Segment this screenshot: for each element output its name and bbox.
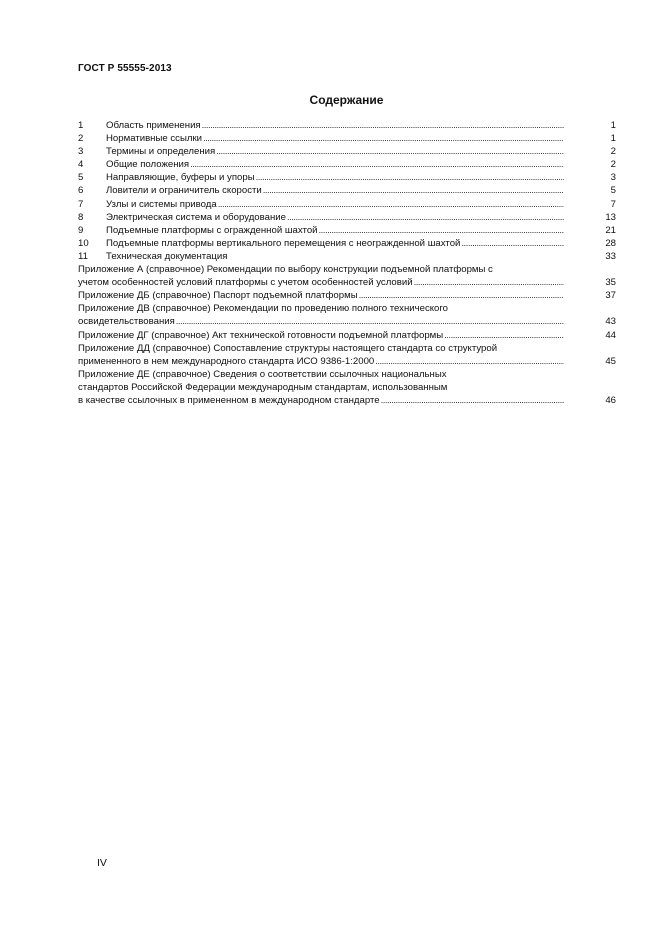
toc-appendix-a-line1[interactable] <box>78 263 616 276</box>
page-number: 46 <box>605 394 616 406</box>
toc-appendix-de-line3[interactable] <box>78 394 616 407</box>
section-number: 4 <box>78 159 84 171</box>
section-number: 8 <box>78 211 84 223</box>
section-number: 2 <box>78 133 84 145</box>
appendix-title-continued: стандартов Российской Федерации международным стандартам, использованным <box>78 381 448 393</box>
appendix-title: Приложение ДД (справочное) Сопоставление структуры настоящего стандарта со структурой <box>78 342 498 354</box>
table-of-contents <box>78 119 616 407</box>
appendix-title: Приложение ДГ (справочное) Акт технической готовности подъемной платформы <box>78 329 444 341</box>
dot-leader <box>256 171 564 184</box>
toc-entry-3[interactable] <box>78 145 616 158</box>
page-number: 35 <box>605 277 616 289</box>
page-number: 21 <box>605 224 616 236</box>
toc-appendix-dv-line1[interactable] <box>78 302 616 315</box>
section-title: Электрическая система и оборудование <box>106 211 286 223</box>
page-number: 2 <box>610 146 616 158</box>
section-number: 11 <box>78 250 88 262</box>
dot-leader <box>287 211 564 224</box>
toc-entry-2[interactable] <box>78 132 616 145</box>
toc-appendix-a-line2[interactable] <box>78 276 616 289</box>
toc-appendix-dd-line2[interactable] <box>78 355 616 368</box>
section-number: 1 <box>78 120 84 131</box>
appendix-title: Приложение ДБ (справочное) Паспорт подъемной платформы <box>78 290 358 302</box>
page-number: 1 <box>610 120 616 131</box>
page-number: 37 <box>605 290 616 302</box>
toc-entry-4[interactable] <box>78 158 616 171</box>
section-title: Область применения <box>106 120 201 131</box>
toc-entry-1[interactable] <box>78 119 616 132</box>
page-number: 43 <box>605 316 616 328</box>
section-title: Ловители и ограничитель скорости <box>106 185 262 197</box>
toc-appendix-de-line2[interactable] <box>78 381 616 394</box>
section-number: 3 <box>78 146 84 158</box>
toc-entry-6[interactable] <box>78 184 616 197</box>
section-title: Подъемные платформы с огражденной шахтой <box>106 224 318 236</box>
dot-leader <box>414 276 564 289</box>
appendix-title-continued: примененного в нем международного стандарта ИСО 9386-1:2000 <box>78 355 375 367</box>
section-title: Подъемные платформы вертикального перемещения с неогражденной шахтой <box>106 237 461 249</box>
appendix-title: Приложение А (справочное) Рекомендации по выбору конструкции подъемной платформы с <box>78 264 493 276</box>
page-number: 2 <box>610 159 616 171</box>
toc-appendix-db[interactable] <box>78 289 616 302</box>
page-number: 45 <box>605 355 616 367</box>
toc-appendix-dd-line1[interactable] <box>78 342 616 355</box>
page-number: 28 <box>605 237 616 249</box>
page-number: 44 <box>605 329 616 341</box>
page-number: 7 <box>610 198 616 210</box>
appendix-title-continued: в качестве ссылочных в примененном в международном стандарте <box>78 394 380 406</box>
dot-leader <box>202 119 564 132</box>
section-title: Направляющие, буферы и упоры <box>106 172 255 184</box>
toc-entry-7[interactable] <box>78 198 616 211</box>
page-number: 1 <box>610 133 616 145</box>
section-title: Узлы и системы привода <box>106 198 217 210</box>
section-number: 6 <box>78 185 84 197</box>
section-title: Нормативные ссылки <box>106 133 203 145</box>
toc-entry-11[interactable] <box>78 250 616 263</box>
toc-entry-5[interactable] <box>78 171 616 184</box>
dot-leader <box>381 394 564 407</box>
appendix-title: Приложение ДВ (справочное) Рекомендации по проведению полного технического <box>78 303 449 315</box>
dot-leader <box>263 184 564 197</box>
appendix-title-continued: освидетельствования <box>78 316 175 328</box>
toc-entry-10[interactable] <box>78 237 616 250</box>
dot-leader <box>176 315 564 328</box>
toc-appendix-dg[interactable] <box>78 329 616 342</box>
section-number: 5 <box>78 172 84 184</box>
toc-appendix-dv-line2[interactable] <box>78 315 616 328</box>
dot-leader <box>218 198 564 211</box>
section-title: Техническая документация <box>106 250 228 262</box>
section-title: Термины и определения <box>106 146 216 158</box>
dot-leader <box>319 224 564 237</box>
section-number: 9 <box>78 224 84 236</box>
toc-title: Содержание <box>309 93 384 107</box>
dot-leader <box>216 145 564 158</box>
toc-entry-9[interactable] <box>78 224 616 237</box>
dot-leader <box>203 132 564 145</box>
section-number: 10 <box>78 237 89 249</box>
dot-leader <box>461 237 564 250</box>
page-number: 33 <box>605 250 616 262</box>
dot-leader <box>190 158 564 171</box>
dot-leader <box>444 329 564 342</box>
toc-appendix-de-line1[interactable] <box>78 368 616 381</box>
toc-entry-8[interactable] <box>78 211 616 224</box>
page-number: 13 <box>605 211 616 223</box>
page-number: 3 <box>610 172 616 184</box>
appendix-title: Приложение ДЕ (справочное) Сведения о соответствии ссылочных национальных <box>78 368 447 380</box>
appendix-title-continued: учетом особенностей условий платформы с учетом особенностей условий <box>78 277 413 289</box>
section-title: Общие положения <box>106 159 190 171</box>
dot-leader <box>359 289 564 302</box>
page-number: 5 <box>610 185 616 197</box>
section-number: 7 <box>78 198 84 210</box>
document-code: ГОСТ Р 55555-2013 <box>78 63 172 74</box>
page-footer-number: IV <box>97 857 107 869</box>
dot-leader <box>375 355 564 368</box>
